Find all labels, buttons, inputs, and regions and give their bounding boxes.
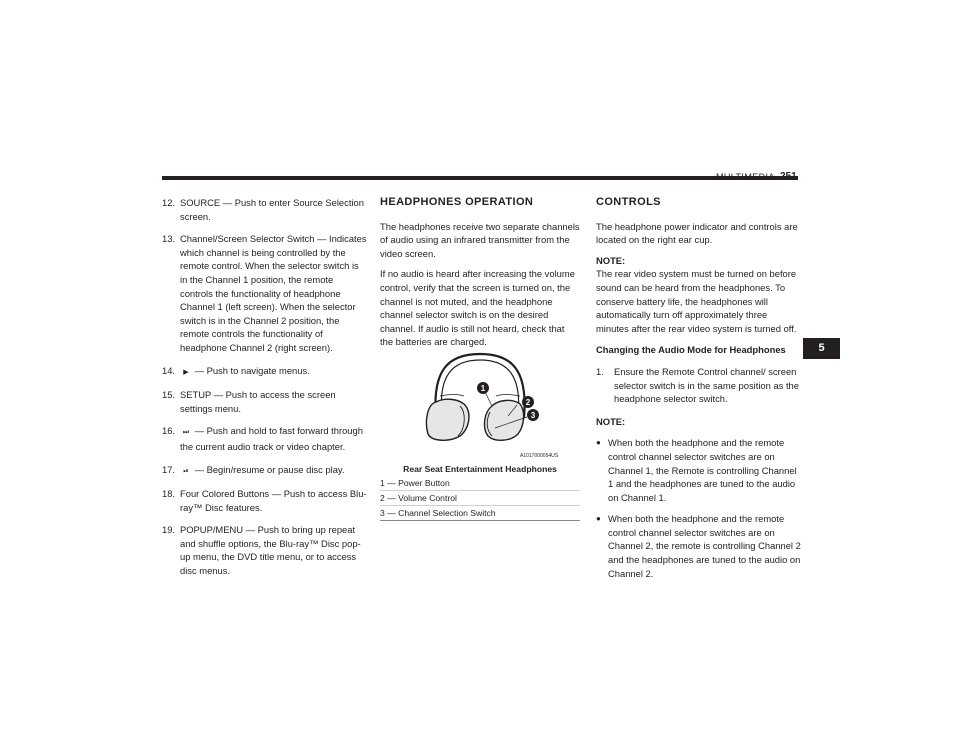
- figure-caption: Rear Seat Entertainment Headphones: [403, 464, 557, 474]
- note-label: NOTE:: [596, 254, 626, 266]
- fast-forward-icon: ⏭: [182, 429, 190, 437]
- header-rule: [162, 176, 798, 180]
- headphones-illustration: [380, 350, 580, 450]
- chapter-tab: 5: [803, 338, 840, 359]
- controls-heading: CONTROLS: [596, 196, 661, 208]
- list-item: 1. Ensure the Remote Control channel/ screen selector switch is in the same position as the headphone selector switch.: [596, 365, 799, 405]
- list-item: 16. ⏭ — Push and hold to fast forward through the current audio track or video chapter.: [162, 425, 363, 452]
- legend-row: 1 — Power Button: [380, 476, 580, 491]
- legend-row: 3 — Channel Selection Switch: [380, 506, 580, 521]
- figure-id: A1017000054US: [520, 453, 559, 459]
- list-item: 17. ⏯ — Begin/resume or pause disc play.: [162, 463, 367, 479]
- list-item: 15. SETUP — Push to access the screen settings menu.: [162, 389, 336, 414]
- headphones-figure: [380, 350, 580, 450]
- column-controls: [596, 196, 802, 588]
- list-item: 13. Channel/Screen Selector Switch — Indicates which channel is being controlled by the remote control. When the selector switch is in the Channel 1 position, the remote controls the functionality of headphone Channel 1 (left screen). When the selector switch is in the Channel 2 position, the remote controls the functionality of headphone Channel 2 (right screen).: [162, 233, 367, 353]
- headphones-paragraph: If no audio is heard after increasing the volume control, verify that the screen is turned on, the channel is not muted, and the headphone channel selector switch is on the desired channel. If audio is still not heard, check that the batteries are charged.: [380, 268, 575, 348]
- page-number: 251: [780, 171, 797, 182]
- headphones-heading: HEADPHONES OPERATION: [380, 196, 534, 208]
- callout-3: 3: [530, 411, 536, 420]
- audio-mode-steps: [596, 365, 802, 406]
- list-item: ● When both the headphone and the remote control channel selector switches are on Channel 2, the remote is controlling Channel 2 and the headphones are tuned to the audio on Channel 2.: [596, 512, 802, 580]
- list-item: 12. SOURCE — Push to enter Source Selection screen.: [162, 197, 364, 222]
- list-item: 18. Four Colored Buttons — Push to access Blu-ray™ Disc features.: [162, 488, 367, 513]
- remote-button-list: [162, 196, 367, 578]
- column-headphones: [380, 196, 580, 356]
- list-item: 14. ▶ — Push to navigate menus.: [162, 364, 367, 380]
- list-item: ● When both the headphone and the remote control channel selector switches are on Channel 1, the Remote is controlling Channel 1 and the headphones are tuned to the audio on Channel 1.: [596, 436, 802, 504]
- callout-1: 1: [480, 384, 486, 393]
- controls-paragraph: The headphone power indicator and controls are located on the right ear cup.: [596, 220, 798, 246]
- list-item: 19. POPUP/MENU — Push to bring up repeat and shuffle options, the Blu-ray™ Disc pop-up menu, the DVD title menu, or to access disc menus.: [162, 524, 361, 577]
- legend-row: 2 — Volume Control: [380, 491, 580, 506]
- section-title: MULTIMEDIA: [716, 172, 775, 182]
- callout-2: 2: [525, 398, 531, 407]
- figure-legend: [380, 476, 580, 521]
- audio-mode-subheading: Changing the Audio Mode for Headphones: [596, 344, 786, 356]
- note-label: NOTE:: [596, 415, 626, 427]
- note-bullets: [596, 436, 802, 580]
- play-arrow-icon: ▶: [183, 368, 189, 376]
- play-pause-icon: ⏯: [183, 467, 189, 475]
- headphones-paragraph: The headphones receive two separate channels of audio using an infrared transmitter from the video screen.: [380, 220, 580, 259]
- column-remote-items: [162, 196, 367, 587]
- note-text: The rear video system must be turned on before sound can be heard from the headphones. To conserve battery life, the headphones will automatically turn off approximately three minutes after the rear video system is turned off.: [596, 268, 797, 334]
